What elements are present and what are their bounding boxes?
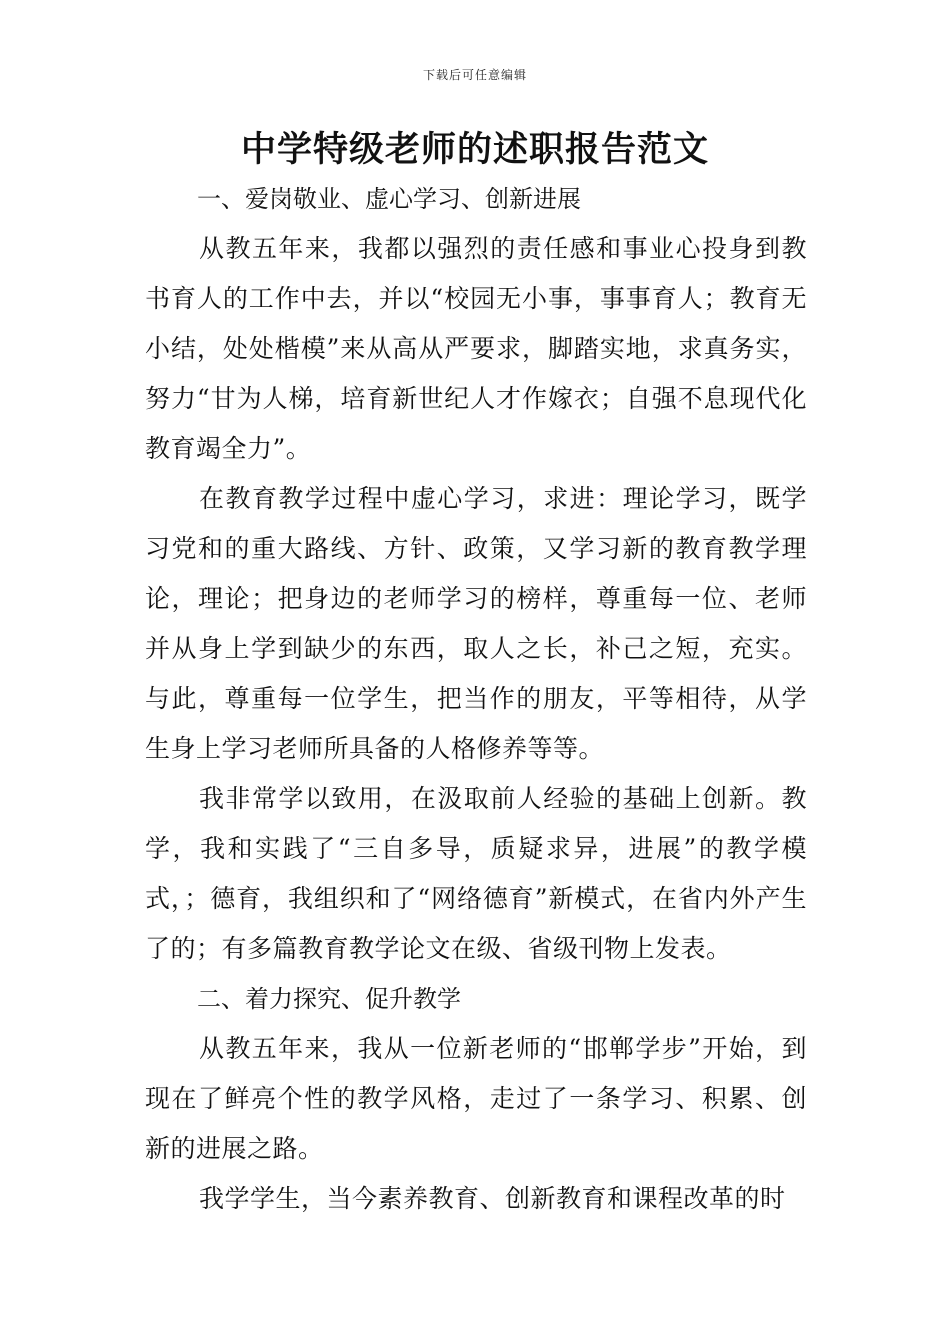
document-title: 中学特级老师的述职报告范文: [240, 130, 709, 170]
header-note: 下载后可任意编辑: [422, 68, 527, 82]
paragraph: 从教五年来，我从一位新老师的“邯郸学步”开始，到现在了鲜亮个性的教学风格，走过了一条学习、积累、创新的进展之路。: [145, 1034, 807, 1163]
paragraph: 从教五年来，我都以强烈的责任感和事业心投身到教书育人的工作中去，并以“校园无小事，事事育人；教育无小结，处处楷模”来从高从严要求，脚踏实地，求真务实，努力“甘为人梯，培育新世纪人才作嫁衣；自强不息现代化教育竭全力”。: [145, 234, 807, 463]
section-heading-1: 一、爱岗敬业、虚心学习、创新进展: [197, 185, 581, 213]
section-heading-2: 二、着力探究、促升教学: [197, 985, 461, 1013]
paragraph: 在教育教学过程中虚心学习，求进：理论学习，既学习党和的重大路线、方针、政策，又学习新的教育教学理论，理论；把身边的老师学习的榜样，尊重每一位、老师并从身上学到缺少的东西，取人之长，补己之短，充实。与此，尊重每一位学生，把当作的朋友，平等相待，从学生身上学习老师所具备的人格修养等等。: [145, 484, 807, 763]
paragraph: 我非常学以致用，在汲取前人经验的基础上创新。教学，我和实践了“三自多导，质疑求异，进展”的教学模式，；德育，我组织和了“网络德育”新模式，在省内外产生了的；有多篇教育教学论文在级、省级刊物上发表。: [145, 784, 807, 963]
paragraph: 我学学生，当今素养教育、创新教育和课程改革的时: [199, 1184, 786, 1213]
document-body: [145, 174, 807, 1224]
